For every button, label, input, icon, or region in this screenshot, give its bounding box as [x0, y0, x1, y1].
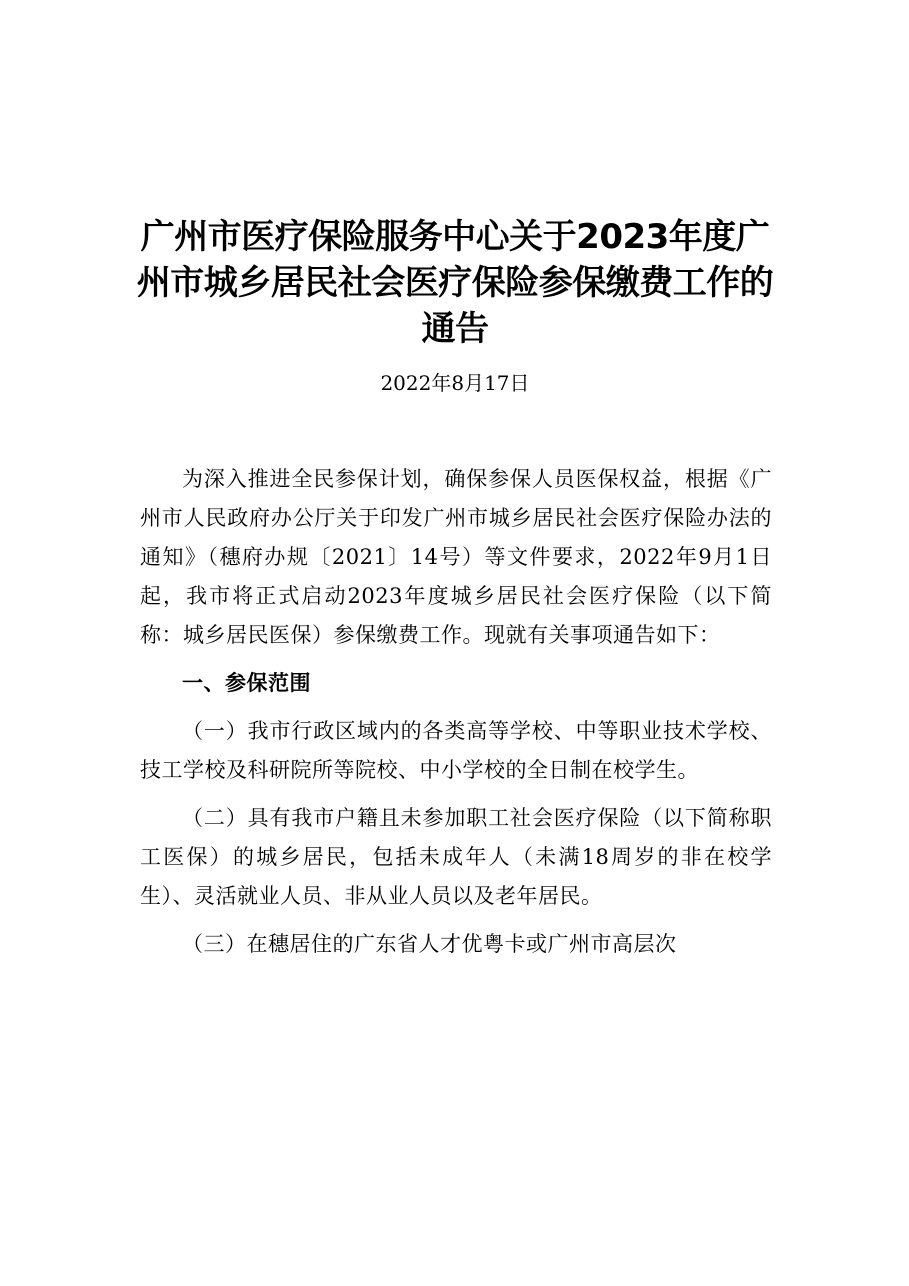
document-date: 2022年8月17日 — [380, 371, 530, 395]
section-heading: 一、参保范围 — [182, 671, 311, 695]
section-item: （一）我市行政区域内的各类高等学校、中等职业技术学校、技工学校及科研院所等院校、中小学校的全日制在校学生。 — [140, 719, 772, 782]
document-title: 广州市医疗保险服务中心关于2023年度广州市城乡居民社会医疗保险参保缴费工作的通告 — [136, 217, 774, 349]
intro-paragraph: 为深入推进全民参保计划，确保参保人员医保权益，根据《广州市人民政府办公厅关于印发广州市城乡居民社会医疗保险办法的通知》（穗府办规〔2021〕14号）等文件要求，2022年9月1日起，我市将正式启动2023年度城乡居民社会医疗保险（以下简称：城乡居民医保）参保缴费工作。现就有关事项通告如下： — [140, 467, 772, 647]
document-body — [140, 460, 772, 973]
section-item: （二）具有我市户籍且未参加职工社会医疗保险（以下简称职工医保）的城乡居民，包括未成年人（未满18周岁的非在校学生）、灵活就业人员、非从业人员以及老年居民。 — [140, 806, 772, 908]
section-item: （三）在穗居住的广东省人才优粤卡或广州市高层次 — [182, 932, 677, 956]
